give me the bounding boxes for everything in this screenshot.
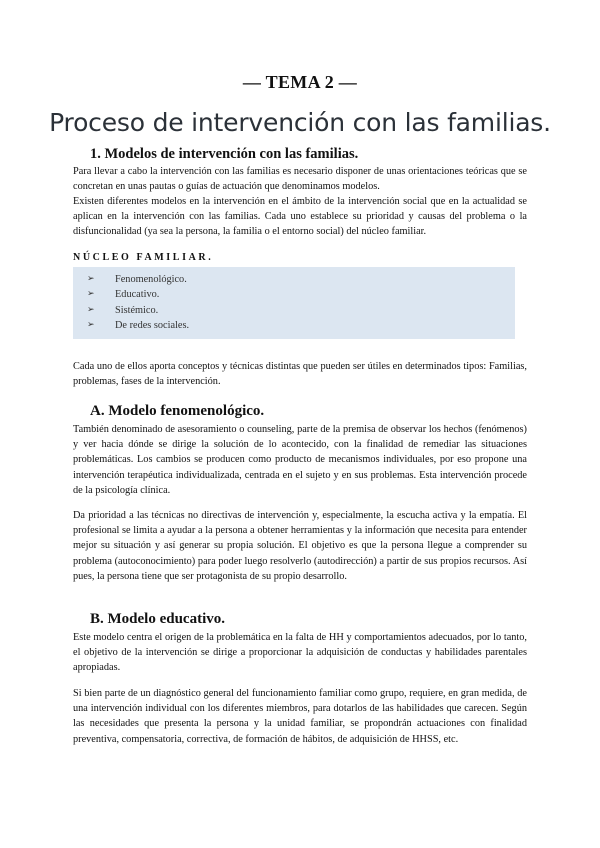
- list-item-label: Fenomenológico.: [115, 274, 187, 285]
- paragraph-fenomenologico-1: También denominado de asesoramiento o counseling, parte de la premisa de observar los hechos (fenómenos) y ver hacia dónde se dirige la solución de lo acontecido, con la finalidad de remediar las situaciones problemáticas. Los cambios se producen como producto de mecanismos individuales, por eso propone una intervención terapéutica individualizada, centrada en el sujeto y en sus problemas. Esta intervención procede de la psicología clínica.: [73, 424, 527, 496]
- list-item: [87, 318, 515, 333]
- list-item: [87, 303, 515, 318]
- arrow-bullet-icon: ➢: [87, 319, 95, 330]
- paragraph-fenomenologico-2: Da prioridad a las técnicas no directivas de intervención y, especialmente, la escucha activa y la empatía. El profesional se limita a ayudar a la persona a obtener herramientas y la información que necesita para entender mejor su situación y así generar su propia solución. El objetivo es que la persona llegue a comprender su problema (autoconocimiento) para poder luego resolverlo (autodirección) a partir de sus propios recursos. Así pues, la persona tiene que ser protagonista de su propio desarrollo.: [73, 510, 527, 582]
- paragraph-educativo-1: Este modelo centra el origen de la problemática en la falta de HH y comportamientos adecuados, por lo tanto, el objetivo de la intervención se dirige a proporcionar la adquisición de conductas y habilidades parentales apropiadas.: [73, 632, 527, 674]
- section-heading-educativo: B. Modelo educativo.: [90, 611, 225, 627]
- page-title: Proceso de intervención con las familias.: [49, 108, 551, 137]
- list-item-label: Sistémico.: [115, 304, 159, 316]
- nucleo-familiar-label: NÚCLEO FAMILIAR.: [73, 252, 214, 263]
- list-item-label: Educativo.: [115, 289, 160, 301]
- paragraph-intro: Para llevar a cabo la intervención con las familias es necesario disponer de unas orientaciones teóricas que se concretan en unas pautas o guías de actuación que denominamos modelos.: [73, 166, 527, 193]
- tema-heading: — TEMA 2 —: [242, 72, 358, 92]
- arrow-bullet-icon: ➢: [87, 274, 95, 284]
- arrow-bullet-icon: ➢: [87, 304, 95, 315]
- models-list-box: [73, 267, 515, 339]
- section-heading-modelos: 1. Modelos de intervención con las familias.: [90, 146, 359, 162]
- paragraph-modelos: Existen diferentes modelos en la intervención en el ámbito de la intervención social que en la actualidad se aplican en la intervención con las familias. Cada uno establece su prioridad y causas del problema o la disfuncionalidad (ya sea la persona, la familia o el entorno social) del núcleo familiar.: [73, 196, 527, 238]
- paragraph-aportes: Cada uno de ellos aporta conceptos y técnicas distintas que pueden ser útiles en determinados tipos: Familias, problemas, fases de la intervención.: [73, 361, 527, 388]
- list-item: [87, 272, 515, 287]
- models-list: [73, 267, 515, 333]
- arrow-bullet-icon: ➢: [87, 289, 95, 300]
- list-item: [87, 287, 515, 302]
- paragraph-educativo-2: Si bien parte de un diagnóstico general del funcionamiento familiar como grupo, requiere, en gran medida, de una intervención individual con los diferentes miembros, para dotarlos de las habilidades que carecen. Según las necesidades que presenta la persona y la unidad familiar, se propondrán actuaciones con finalidad preventiva, compensatoria, correctiva, de formación de hábitos, de adquisición de HHSS, etc.: [73, 688, 527, 745]
- list-item-label: De redes sociales.: [115, 319, 190, 331]
- section-heading-fenomenologico: A. Modelo fenomenológico.: [90, 403, 265, 419]
